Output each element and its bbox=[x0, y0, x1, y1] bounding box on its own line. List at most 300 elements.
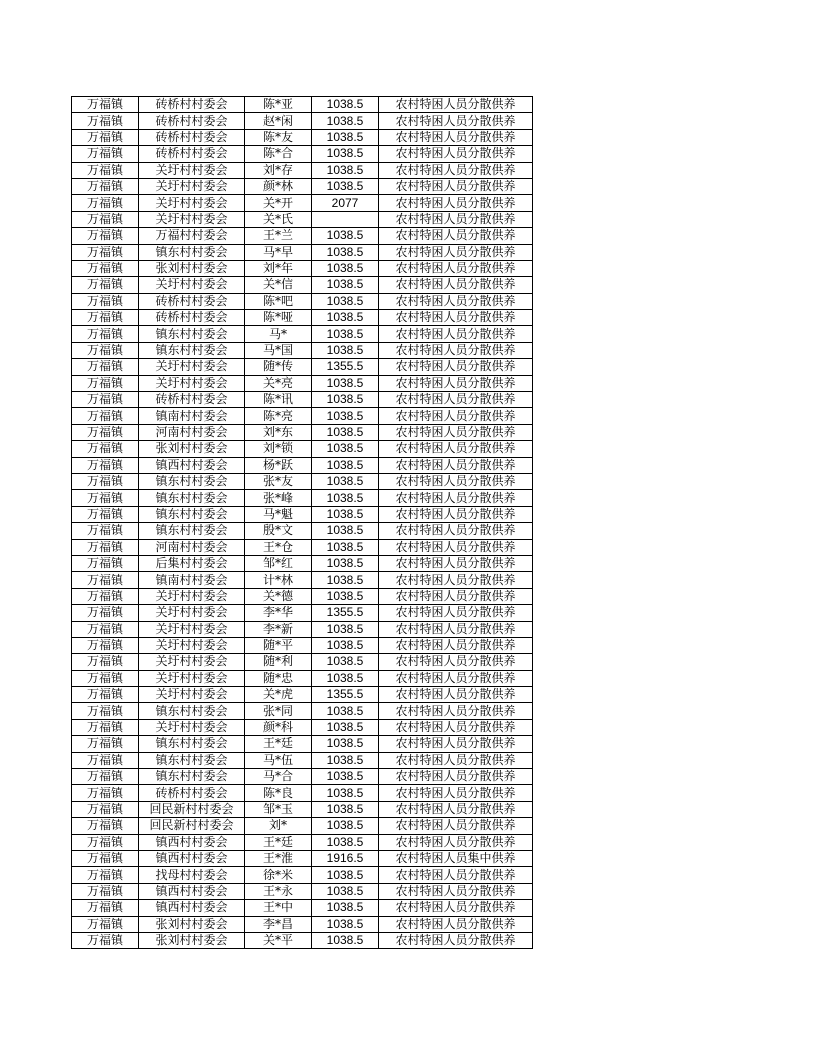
type-cell: 农村特困人员分散供养 bbox=[379, 277, 533, 293]
type-cell: 农村特困人员分散供养 bbox=[379, 211, 533, 227]
village-cell: 关圩村村委会 bbox=[139, 178, 245, 194]
amount-cell: 1038.5 bbox=[312, 752, 379, 768]
name-cell: 马*早 bbox=[245, 244, 312, 260]
amount-cell: 1038.5 bbox=[312, 916, 379, 932]
type-cell: 农村特困人员分散供养 bbox=[379, 473, 533, 489]
name-cell: 王*淮 bbox=[245, 850, 312, 866]
table-row bbox=[72, 441, 533, 457]
type-cell: 农村特困人员分散供养 bbox=[379, 883, 533, 899]
amount-cell: 1038.5 bbox=[312, 326, 379, 342]
village-cell: 关圩村村委会 bbox=[139, 687, 245, 703]
village-cell: 镇东村村委会 bbox=[139, 703, 245, 719]
amount-cell: 1038.5 bbox=[312, 244, 379, 260]
village-cell: 镇西村村委会 bbox=[139, 850, 245, 866]
amount-cell: 1038.5 bbox=[312, 834, 379, 850]
table-row bbox=[72, 97, 533, 113]
type-cell: 农村特困人员分散供养 bbox=[379, 310, 533, 326]
town-cell: 万福镇 bbox=[72, 867, 139, 883]
amount-cell: 1038.5 bbox=[312, 473, 379, 489]
table-row bbox=[72, 310, 533, 326]
town-cell: 万福镇 bbox=[72, 408, 139, 424]
amount-cell: 1038.5 bbox=[312, 621, 379, 637]
amount-cell: 1038.5 bbox=[312, 97, 379, 113]
type-cell: 农村特困人员分散供养 bbox=[379, 392, 533, 408]
village-cell: 关圩村村委会 bbox=[139, 670, 245, 686]
table-row bbox=[72, 850, 533, 866]
table-row bbox=[72, 162, 533, 178]
type-cell: 农村特困人员分散供养 bbox=[379, 162, 533, 178]
town-cell: 万福镇 bbox=[72, 211, 139, 227]
town-cell: 万福镇 bbox=[72, 555, 139, 571]
name-cell: 王*兰 bbox=[245, 228, 312, 244]
town-cell: 万福镇 bbox=[72, 441, 139, 457]
village-cell: 镇东村村委会 bbox=[139, 523, 245, 539]
town-cell: 万福镇 bbox=[72, 523, 139, 539]
type-cell: 农村特困人员分散供养 bbox=[379, 506, 533, 522]
type-cell: 农村特困人员分散供养 bbox=[379, 539, 533, 555]
village-cell: 河南村村委会 bbox=[139, 424, 245, 440]
name-cell: 陈*友 bbox=[245, 129, 312, 145]
name-cell: 刘*年 bbox=[245, 260, 312, 276]
type-cell: 农村特困人员分散供养 bbox=[379, 621, 533, 637]
table-row bbox=[72, 670, 533, 686]
amount-cell: 1038.5 bbox=[312, 178, 379, 194]
table-row bbox=[72, 867, 533, 883]
table-row bbox=[72, 293, 533, 309]
town-cell: 万福镇 bbox=[72, 424, 139, 440]
amount-cell: 1038.5 bbox=[312, 736, 379, 752]
type-cell: 农村特困人员分散供养 bbox=[379, 719, 533, 735]
village-cell: 镇东村村委会 bbox=[139, 736, 245, 752]
table-row bbox=[72, 490, 533, 506]
amount-cell: 1038.5 bbox=[312, 506, 379, 522]
village-cell: 关圩村村委会 bbox=[139, 588, 245, 604]
type-cell: 农村特困人员分散供养 bbox=[379, 523, 533, 539]
type-cell: 农村特困人员分散供养 bbox=[379, 900, 533, 916]
amount-cell: 1038.5 bbox=[312, 408, 379, 424]
table-row bbox=[72, 129, 533, 145]
village-cell: 镇东村村委会 bbox=[139, 473, 245, 489]
town-cell: 万福镇 bbox=[72, 670, 139, 686]
village-cell: 河南村村委会 bbox=[139, 539, 245, 555]
table-row bbox=[72, 769, 533, 785]
type-cell: 农村特困人员分散供养 bbox=[379, 129, 533, 145]
town-cell: 万福镇 bbox=[72, 818, 139, 834]
table-row bbox=[72, 621, 533, 637]
town-cell: 万福镇 bbox=[72, 178, 139, 194]
table-body bbox=[72, 97, 533, 949]
type-cell: 农村特困人员分散供养 bbox=[379, 244, 533, 260]
village-cell: 砖桥村村委会 bbox=[139, 310, 245, 326]
village-cell: 镇东村村委会 bbox=[139, 769, 245, 785]
name-cell: 刘*存 bbox=[245, 162, 312, 178]
town-cell: 万福镇 bbox=[72, 637, 139, 653]
town-cell: 万福镇 bbox=[72, 834, 139, 850]
name-cell: 殷*文 bbox=[245, 523, 312, 539]
amount-cell: 1038.5 bbox=[312, 293, 379, 309]
town-cell: 万福镇 bbox=[72, 785, 139, 801]
town-cell: 万福镇 bbox=[72, 883, 139, 899]
village-cell: 后集村村委会 bbox=[139, 555, 245, 571]
table-row bbox=[72, 687, 533, 703]
village-cell: 关圩村村委会 bbox=[139, 375, 245, 391]
village-cell: 关圩村村委会 bbox=[139, 277, 245, 293]
town-cell: 万福镇 bbox=[72, 736, 139, 752]
type-cell: 农村特困人员分散供养 bbox=[379, 408, 533, 424]
type-cell: 农村特困人员分散供养 bbox=[379, 146, 533, 162]
type-cell: 农村特困人员分散供养 bbox=[379, 293, 533, 309]
name-cell: 随*利 bbox=[245, 654, 312, 670]
table-row bbox=[72, 605, 533, 621]
name-cell: 陈*吧 bbox=[245, 293, 312, 309]
village-cell: 关圩村村委会 bbox=[139, 195, 245, 211]
type-cell: 农村特困人员分散供养 bbox=[379, 637, 533, 653]
table-row bbox=[72, 637, 533, 653]
name-cell: 刘*锁 bbox=[245, 441, 312, 457]
town-cell: 万福镇 bbox=[72, 752, 139, 768]
table-row bbox=[72, 408, 533, 424]
name-cell: 陈*亚 bbox=[245, 97, 312, 113]
table-row bbox=[72, 801, 533, 817]
name-cell: 张*同 bbox=[245, 703, 312, 719]
amount-cell: 1038.5 bbox=[312, 703, 379, 719]
amount-cell: 1038.5 bbox=[312, 555, 379, 571]
amount-cell: 1038.5 bbox=[312, 785, 379, 801]
village-cell: 砖桥村村委会 bbox=[139, 146, 245, 162]
village-cell: 砖桥村村委会 bbox=[139, 97, 245, 113]
amount-cell: 1038.5 bbox=[312, 719, 379, 735]
village-cell: 关圩村村委会 bbox=[139, 637, 245, 653]
name-cell: 王*廷 bbox=[245, 736, 312, 752]
village-cell: 镇东村村委会 bbox=[139, 326, 245, 342]
type-cell: 农村特困人员分散供养 bbox=[379, 178, 533, 194]
amount-cell: 1038.5 bbox=[312, 637, 379, 653]
type-cell: 农村特困人员分散供养 bbox=[379, 359, 533, 375]
table-row bbox=[72, 244, 533, 260]
name-cell: 王*廷 bbox=[245, 834, 312, 850]
town-cell: 万福镇 bbox=[72, 621, 139, 637]
name-cell: 陈*合 bbox=[245, 146, 312, 162]
town-cell: 万福镇 bbox=[72, 129, 139, 145]
amount-cell: 1038.5 bbox=[312, 818, 379, 834]
name-cell: 颜*林 bbox=[245, 178, 312, 194]
village-cell: 砖桥村村委会 bbox=[139, 129, 245, 145]
town-cell: 万福镇 bbox=[72, 654, 139, 670]
town-cell: 万福镇 bbox=[72, 932, 139, 948]
amount-cell: 2077 bbox=[312, 195, 379, 211]
amount-cell: 1038.5 bbox=[312, 801, 379, 817]
table-row bbox=[72, 932, 533, 948]
type-cell: 农村特困人员分散供养 bbox=[379, 703, 533, 719]
amount-cell: 1038.5 bbox=[312, 588, 379, 604]
town-cell: 万福镇 bbox=[72, 588, 139, 604]
name-cell: 陈*亮 bbox=[245, 408, 312, 424]
amount-cell: 1038.5 bbox=[312, 129, 379, 145]
amount-cell: 1355.5 bbox=[312, 359, 379, 375]
amount-cell: 1038.5 bbox=[312, 375, 379, 391]
table-row bbox=[72, 178, 533, 194]
village-cell: 镇西村村委会 bbox=[139, 883, 245, 899]
type-cell: 农村特困人员分散供养 bbox=[379, 555, 533, 571]
village-cell: 镇东村村委会 bbox=[139, 342, 245, 358]
table-row bbox=[72, 736, 533, 752]
name-cell: 刘*东 bbox=[245, 424, 312, 440]
name-cell: 关*信 bbox=[245, 277, 312, 293]
name-cell: 赵*闲 bbox=[245, 113, 312, 129]
amount-cell: 1038.5 bbox=[312, 260, 379, 276]
village-cell: 关圩村村委会 bbox=[139, 359, 245, 375]
village-cell: 砖桥村村委会 bbox=[139, 785, 245, 801]
town-cell: 万福镇 bbox=[72, 228, 139, 244]
amount-cell: 1038.5 bbox=[312, 146, 379, 162]
table-row bbox=[72, 424, 533, 440]
type-cell: 农村特困人员分散供养 bbox=[379, 457, 533, 473]
town-cell: 万福镇 bbox=[72, 162, 139, 178]
name-cell: 马* bbox=[245, 326, 312, 342]
table-row bbox=[72, 818, 533, 834]
table-row bbox=[72, 539, 533, 555]
amount-cell: 1038.5 bbox=[312, 228, 379, 244]
village-cell: 找母村村委会 bbox=[139, 867, 245, 883]
type-cell: 农村特困人员分散供养 bbox=[379, 260, 533, 276]
town-cell: 万福镇 bbox=[72, 769, 139, 785]
village-cell: 砖桥村村委会 bbox=[139, 392, 245, 408]
town-cell: 万福镇 bbox=[72, 506, 139, 522]
town-cell: 万福镇 bbox=[72, 375, 139, 391]
village-cell: 关圩村村委会 bbox=[139, 605, 245, 621]
name-cell: 计*林 bbox=[245, 572, 312, 588]
town-cell: 万福镇 bbox=[72, 326, 139, 342]
type-cell: 农村特困人员分散供养 bbox=[379, 572, 533, 588]
type-cell: 农村特困人员分散供养 bbox=[379, 588, 533, 604]
name-cell: 李*华 bbox=[245, 605, 312, 621]
table-row bbox=[72, 342, 533, 358]
town-cell: 万福镇 bbox=[72, 687, 139, 703]
table-row bbox=[72, 785, 533, 801]
amount-cell: 1038.5 bbox=[312, 162, 379, 178]
table-row bbox=[72, 900, 533, 916]
name-cell: 随*忠 bbox=[245, 670, 312, 686]
type-cell: 农村特困人员分散供养 bbox=[379, 375, 533, 391]
town-cell: 万福镇 bbox=[72, 572, 139, 588]
table-row bbox=[72, 392, 533, 408]
village-cell: 张刘村村委会 bbox=[139, 916, 245, 932]
village-cell: 张刘村村委会 bbox=[139, 441, 245, 457]
name-cell: 马*伍 bbox=[245, 752, 312, 768]
table-row bbox=[72, 359, 533, 375]
village-cell: 镇南村村委会 bbox=[139, 572, 245, 588]
table-row bbox=[72, 375, 533, 391]
table-row bbox=[72, 654, 533, 670]
name-cell: 关*德 bbox=[245, 588, 312, 604]
amount-cell: 1038.5 bbox=[312, 310, 379, 326]
name-cell: 关*平 bbox=[245, 932, 312, 948]
town-cell: 万福镇 bbox=[72, 801, 139, 817]
village-cell: 回民新村村委会 bbox=[139, 801, 245, 817]
type-cell: 农村特困人员分散供养 bbox=[379, 113, 533, 129]
village-cell: 张刘村村委会 bbox=[139, 932, 245, 948]
type-cell: 农村特困人员分散供养 bbox=[379, 670, 533, 686]
name-cell: 陈*哑 bbox=[245, 310, 312, 326]
town-cell: 万福镇 bbox=[72, 703, 139, 719]
name-cell: 张*友 bbox=[245, 473, 312, 489]
name-cell: 徐*米 bbox=[245, 867, 312, 883]
village-cell: 关圩村村委会 bbox=[139, 719, 245, 735]
name-cell: 陈*讯 bbox=[245, 392, 312, 408]
town-cell: 万福镇 bbox=[72, 916, 139, 932]
village-cell: 镇西村村委会 bbox=[139, 900, 245, 916]
type-cell: 农村特困人员分散供养 bbox=[379, 818, 533, 834]
name-cell: 关*开 bbox=[245, 195, 312, 211]
town-cell: 万福镇 bbox=[72, 310, 139, 326]
village-cell: 镇东村村委会 bbox=[139, 490, 245, 506]
town-cell: 万福镇 bbox=[72, 97, 139, 113]
relief-roster-table bbox=[71, 96, 533, 949]
table-row bbox=[72, 752, 533, 768]
name-cell: 马*合 bbox=[245, 769, 312, 785]
table-row bbox=[72, 260, 533, 276]
name-cell: 李*昌 bbox=[245, 916, 312, 932]
table-row bbox=[72, 506, 533, 522]
amount-cell: 1038.5 bbox=[312, 769, 379, 785]
amount-cell: 1038.5 bbox=[312, 932, 379, 948]
name-cell: 邹*玉 bbox=[245, 801, 312, 817]
amount-cell: 1038.5 bbox=[312, 523, 379, 539]
name-cell: 随*传 bbox=[245, 359, 312, 375]
type-cell: 农村特困人员分散供养 bbox=[379, 195, 533, 211]
name-cell: 邹*红 bbox=[245, 555, 312, 571]
town-cell: 万福镇 bbox=[72, 457, 139, 473]
name-cell: 王*永 bbox=[245, 883, 312, 899]
name-cell: 关*氏 bbox=[245, 211, 312, 227]
name-cell: 颜*科 bbox=[245, 719, 312, 735]
town-cell: 万福镇 bbox=[72, 359, 139, 375]
amount-cell: 1355.5 bbox=[312, 687, 379, 703]
table-row bbox=[72, 883, 533, 899]
village-cell: 镇东村村委会 bbox=[139, 244, 245, 260]
town-cell: 万福镇 bbox=[72, 605, 139, 621]
village-cell: 砖桥村村委会 bbox=[139, 293, 245, 309]
amount-cell: 1038.5 bbox=[312, 539, 379, 555]
type-cell: 农村特困人员分散供养 bbox=[379, 687, 533, 703]
amount-cell: 1038.5 bbox=[312, 277, 379, 293]
type-cell: 农村特困人员集中供养 bbox=[379, 850, 533, 866]
town-cell: 万福镇 bbox=[72, 260, 139, 276]
type-cell: 农村特困人员分散供养 bbox=[379, 424, 533, 440]
town-cell: 万福镇 bbox=[72, 900, 139, 916]
town-cell: 万福镇 bbox=[72, 146, 139, 162]
type-cell: 农村特困人员分散供养 bbox=[379, 932, 533, 948]
type-cell: 农村特困人员分散供养 bbox=[379, 736, 533, 752]
town-cell: 万福镇 bbox=[72, 244, 139, 260]
table-row bbox=[72, 195, 533, 211]
amount-cell bbox=[312, 211, 379, 227]
name-cell: 马*国 bbox=[245, 342, 312, 358]
table-row bbox=[72, 326, 533, 342]
amount-cell: 1038.5 bbox=[312, 441, 379, 457]
amount-cell: 1038.5 bbox=[312, 490, 379, 506]
amount-cell: 1038.5 bbox=[312, 867, 379, 883]
type-cell: 农村特困人员分散供养 bbox=[379, 605, 533, 621]
amount-cell: 1038.5 bbox=[312, 392, 379, 408]
amount-cell: 1038.5 bbox=[312, 900, 379, 916]
village-cell: 张刘村村委会 bbox=[139, 260, 245, 276]
table-row bbox=[72, 572, 533, 588]
table-row bbox=[72, 916, 533, 932]
type-cell: 农村特困人员分散供养 bbox=[379, 867, 533, 883]
name-cell: 随*平 bbox=[245, 637, 312, 653]
village-cell: 镇南村村委会 bbox=[139, 408, 245, 424]
village-cell: 关圩村村委会 bbox=[139, 621, 245, 637]
type-cell: 农村特困人员分散供养 bbox=[379, 228, 533, 244]
type-cell: 农村特困人员分散供养 bbox=[379, 97, 533, 113]
name-cell: 李*新 bbox=[245, 621, 312, 637]
table-row bbox=[72, 211, 533, 227]
village-cell: 关圩村村委会 bbox=[139, 162, 245, 178]
name-cell: 王*仓 bbox=[245, 539, 312, 555]
town-cell: 万福镇 bbox=[72, 473, 139, 489]
village-cell: 关圩村村委会 bbox=[139, 654, 245, 670]
type-cell: 农村特困人员分散供养 bbox=[379, 916, 533, 932]
type-cell: 农村特困人员分散供养 bbox=[379, 834, 533, 850]
type-cell: 农村特困人员分散供养 bbox=[379, 654, 533, 670]
town-cell: 万福镇 bbox=[72, 539, 139, 555]
type-cell: 农村特困人员分散供养 bbox=[379, 785, 533, 801]
town-cell: 万福镇 bbox=[72, 113, 139, 129]
table-row bbox=[72, 113, 533, 129]
table-row bbox=[72, 523, 533, 539]
table-row bbox=[72, 588, 533, 604]
village-cell: 回民新村村委会 bbox=[139, 818, 245, 834]
amount-cell: 1355.5 bbox=[312, 605, 379, 621]
name-cell: 张*峰 bbox=[245, 490, 312, 506]
name-cell: 关*亮 bbox=[245, 375, 312, 391]
village-cell: 万福村村委会 bbox=[139, 228, 245, 244]
type-cell: 农村特困人员分散供养 bbox=[379, 342, 533, 358]
amount-cell: 1916.5 bbox=[312, 850, 379, 866]
town-cell: 万福镇 bbox=[72, 293, 139, 309]
amount-cell: 1038.5 bbox=[312, 654, 379, 670]
amount-cell: 1038.5 bbox=[312, 670, 379, 686]
table-row bbox=[72, 146, 533, 162]
town-cell: 万福镇 bbox=[72, 719, 139, 735]
amount-cell: 1038.5 bbox=[312, 457, 379, 473]
town-cell: 万福镇 bbox=[72, 490, 139, 506]
table-row bbox=[72, 703, 533, 719]
name-cell: 杨*跃 bbox=[245, 457, 312, 473]
name-cell: 陈*良 bbox=[245, 785, 312, 801]
village-cell: 关圩村村委会 bbox=[139, 211, 245, 227]
table-row bbox=[72, 555, 533, 571]
table-row bbox=[72, 473, 533, 489]
table-row bbox=[72, 834, 533, 850]
type-cell: 农村特困人员分散供养 bbox=[379, 490, 533, 506]
amount-cell: 1038.5 bbox=[312, 113, 379, 129]
table-row bbox=[72, 228, 533, 244]
type-cell: 农村特困人员分散供养 bbox=[379, 752, 533, 768]
type-cell: 农村特困人员分散供养 bbox=[379, 801, 533, 817]
type-cell: 农村特困人员分散供养 bbox=[379, 441, 533, 457]
town-cell: 万福镇 bbox=[72, 392, 139, 408]
name-cell: 马*魁 bbox=[245, 506, 312, 522]
type-cell: 农村特困人员分散供养 bbox=[379, 326, 533, 342]
town-cell: 万福镇 bbox=[72, 277, 139, 293]
village-cell: 砖桥村村委会 bbox=[139, 113, 245, 129]
type-cell: 农村特困人员分散供养 bbox=[379, 769, 533, 785]
amount-cell: 1038.5 bbox=[312, 883, 379, 899]
amount-cell: 1038.5 bbox=[312, 342, 379, 358]
village-cell: 镇东村村委会 bbox=[139, 506, 245, 522]
